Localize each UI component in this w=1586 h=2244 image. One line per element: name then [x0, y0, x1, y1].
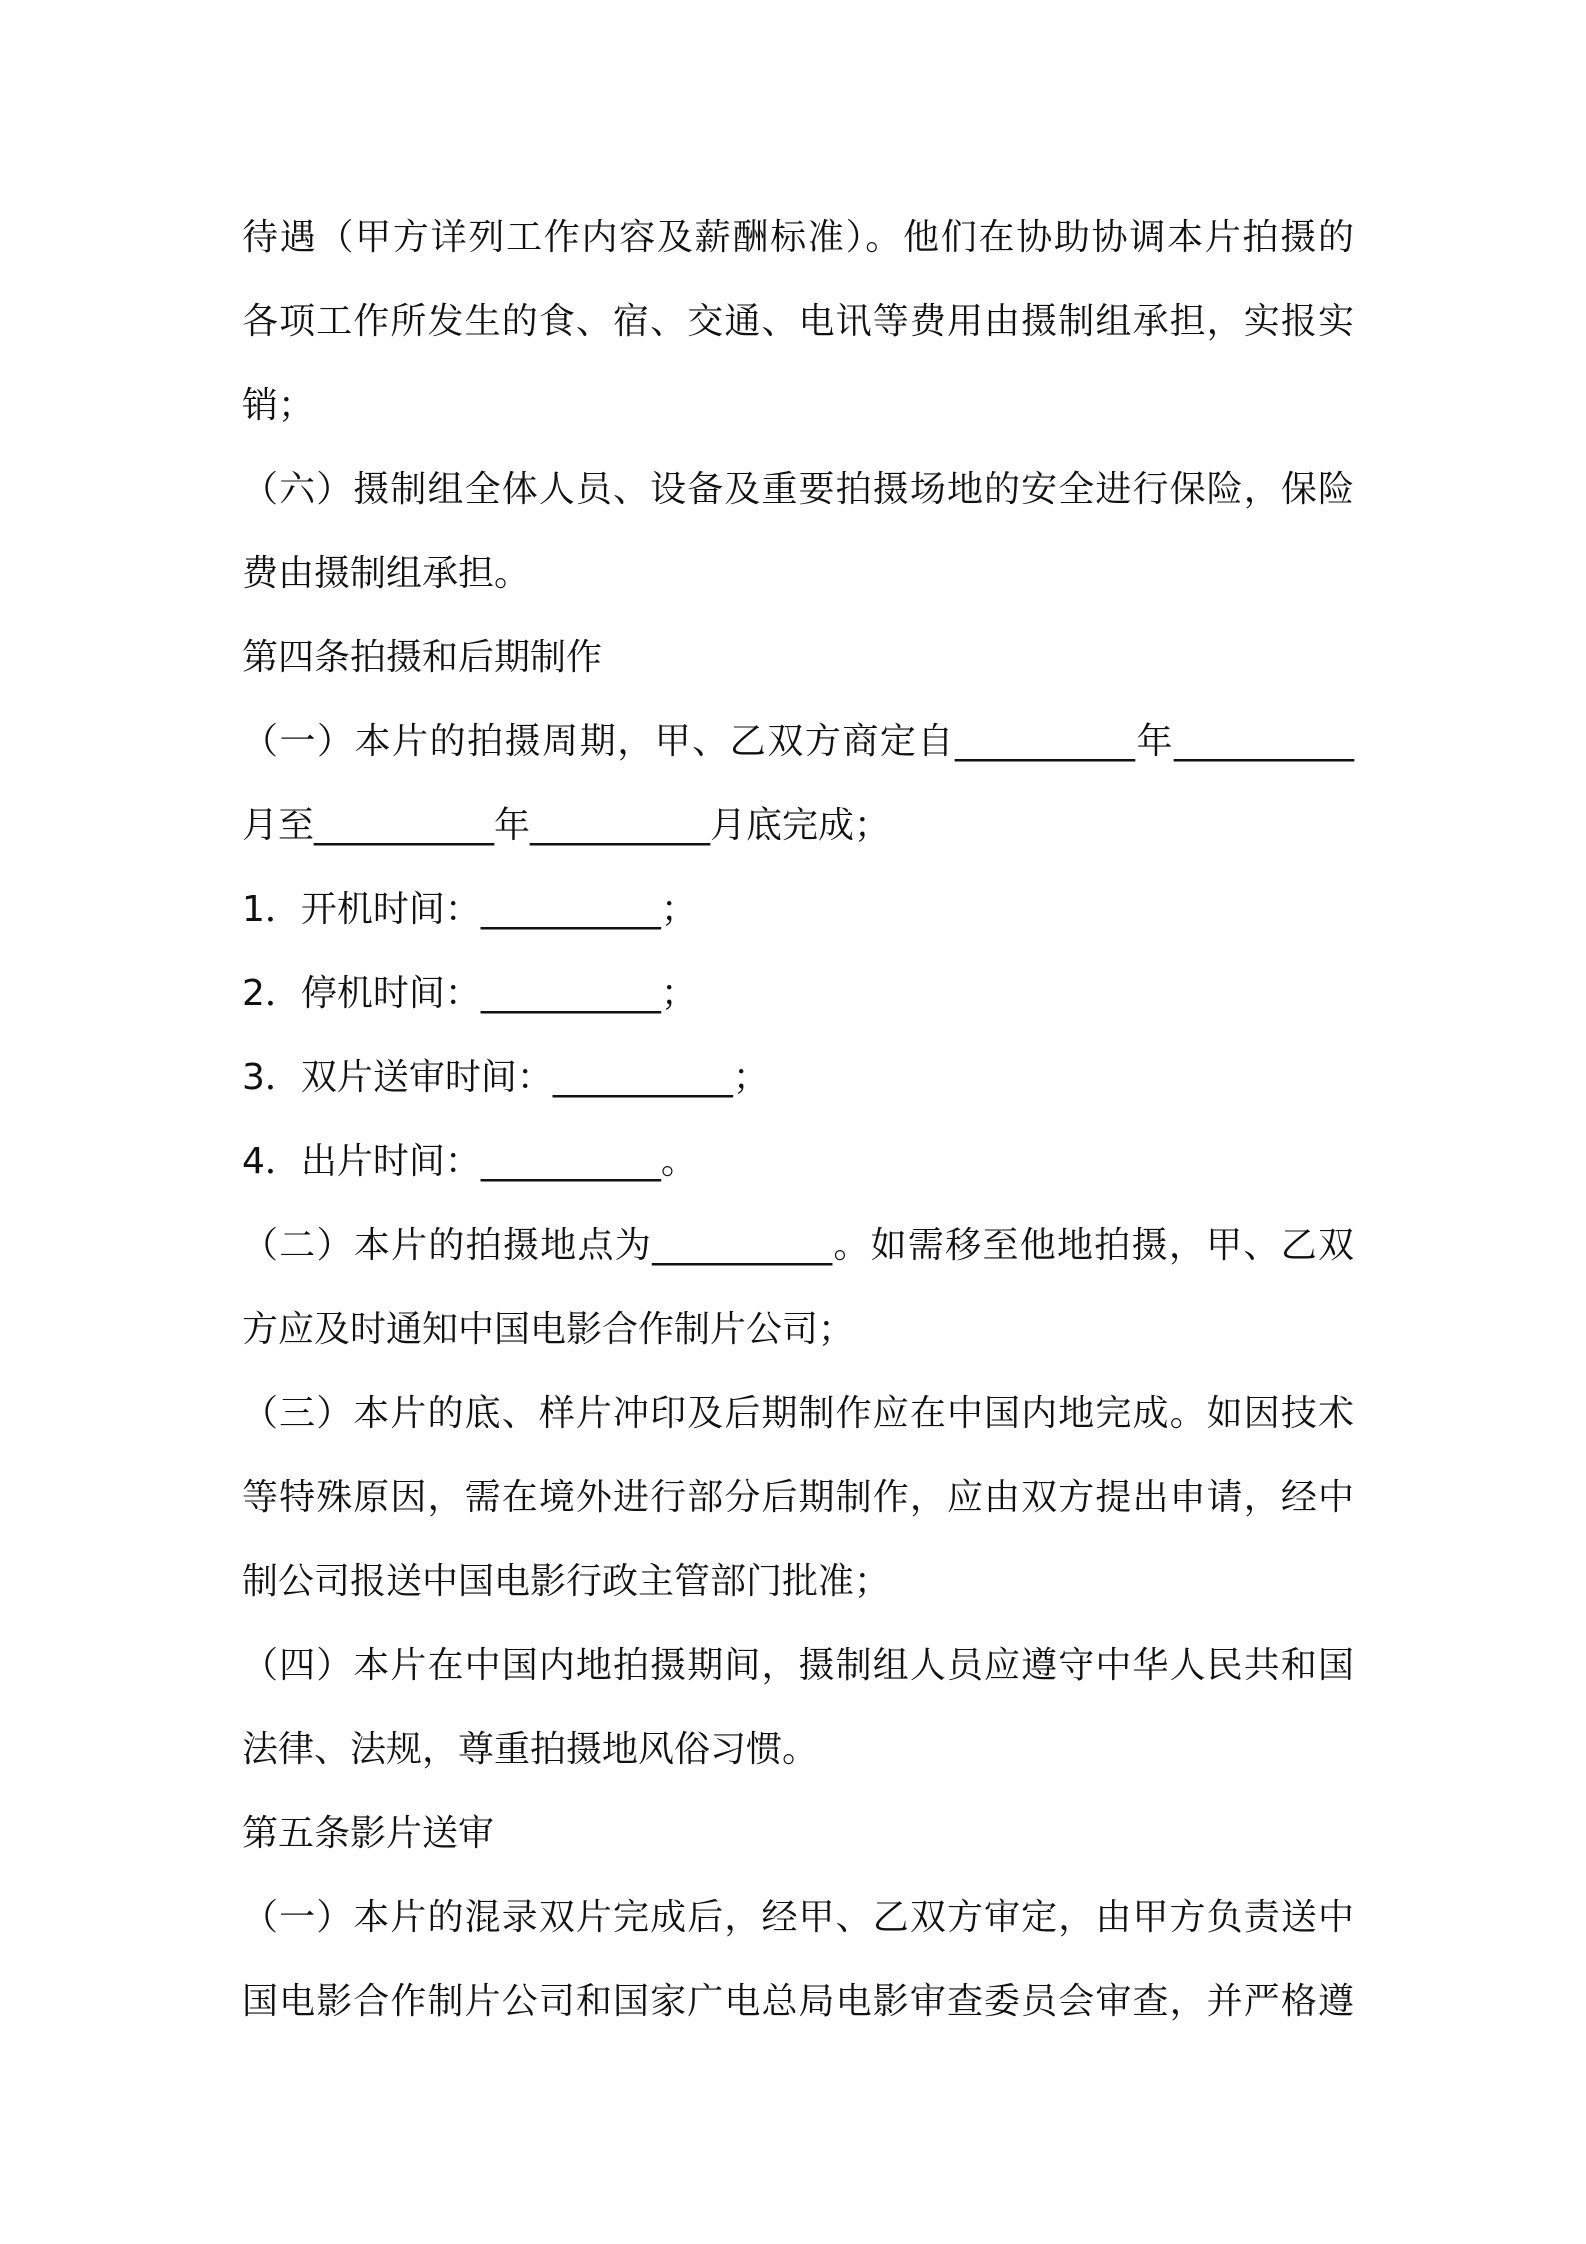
text-line-17: 制公司报送中国电影行政主管部门批准； [242, 1561, 891, 1602]
text-line-2: 各项工作所发生的食、宿、交通、电讯等费用由摄制组承担，实报实 [242, 301, 1354, 342]
list-item-1: 1．开机时间：__________； [242, 889, 697, 930]
text-line-21: （一）本片的混录双片完成后，经甲、乙双方审定，由甲方负责送中 [242, 1897, 1354, 1938]
text-line-13: （二）本片的拍摄地点为__________。如需移至他地拍摄，甲、乙双 [242, 1225, 1354, 1266]
text-line-15: （三）本片的底、样片冲印及后期制作应在中国内地完成。如因技术 [242, 1393, 1354, 1434]
section-heading-article-4: 第四条拍摄和后期制作 [242, 637, 603, 678]
list-item-2: 2．停机时间：__________； [242, 973, 697, 1014]
text-line-3: 销； [242, 385, 315, 426]
text-line-19: 法律、法规，尊重拍摄地风俗习惯。 [242, 1729, 819, 1770]
text-line-7: （一）本片的拍摄周期，甲、乙双方商定自__________年__________ [242, 721, 1354, 762]
text-line-4: （六）摄制组全体人员、设备及重要拍摄场地的安全进行保险，保险 [242, 469, 1354, 510]
text-line-14: 方应及时通知中国电影合作制片公司； [242, 1309, 855, 1350]
section-heading-article-5: 第五条影片送审 [242, 1813, 495, 1854]
text-line-8: 月至__________年__________月底完成； [242, 805, 891, 846]
text-line-22: 国电影合作制片公司和国家广电总局电影审查委员会审查，并严格遵 [242, 1981, 1354, 2022]
document-body [242, 196, 1354, 2044]
text-line-16: 等特殊原因，需在境外进行部分后期制作，应由双方提出申请，经中 [242, 1477, 1354, 1518]
list-item-4: 4．出片时间：__________。 [242, 1141, 697, 1182]
list-item-3: 3．双片送审时间：__________； [242, 1057, 769, 1098]
text-line-1: 待遇（甲方详列工作内容及薪酬标准）。他们在协助协调本片拍摄的 [242, 217, 1354, 258]
text-line-18: （四）本片在中国内地拍摄期间，摄制组人员应遵守中华人民共和国 [242, 1645, 1354, 1686]
text-line-5: 费由摄制组承担。 [242, 553, 531, 594]
